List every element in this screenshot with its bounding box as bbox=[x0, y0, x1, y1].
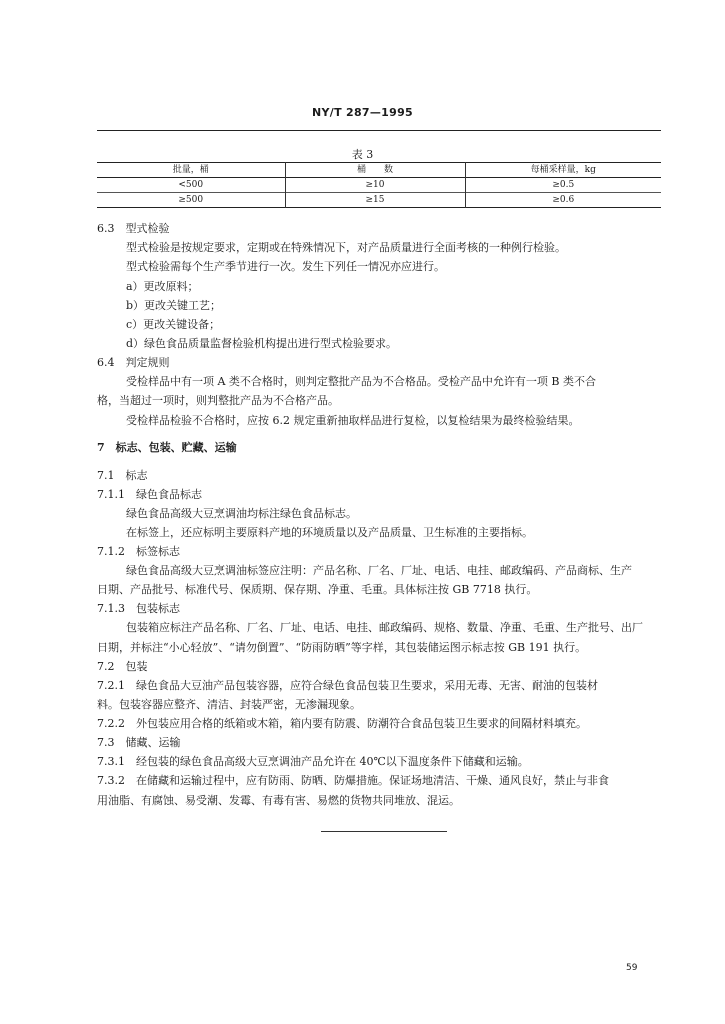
table-header-row bbox=[97, 163, 661, 178]
paragraph-line: 受检样品中有一项 A 类不合格时，则判定整批产品为不合格品。受检产品中允许有一项 B 类不合 bbox=[126, 375, 597, 388]
paragraph-line: 用油脂、有腐蚀、易受潮、发霉、有毒有害、易燃的货物共同堆放、混运。 bbox=[97, 794, 460, 807]
paragraph-line: 7.3.1 经包装的绿色食品高级大豆烹调油产品允许在 40℃以下温度条件下储藏和运输。 bbox=[97, 755, 529, 768]
list-item: d）绿色食品质量监督检验机构提出进行型式检验要求。 bbox=[126, 337, 398, 350]
col-header-barrels: 桶 数 bbox=[285, 163, 465, 178]
paragraph-line: 型式检验需每个生产季节进行一次。发生下列任一情况亦应进行。 bbox=[126, 260, 445, 273]
end-of-text-rule bbox=[321, 831, 447, 832]
table-cell: ≥500 bbox=[97, 193, 285, 208]
col-header-batch: 批量，桶 bbox=[97, 163, 285, 178]
table-caption: 表 3 bbox=[351, 148, 374, 161]
table-cell: ≥0.5 bbox=[552, 180, 575, 190]
header-rule bbox=[97, 130, 661, 131]
paragraph-line: 受检样品检验不合格时，应按 6.2 规定重新抽取样品进行复检，以复检结果为最终检验结果。 bbox=[126, 414, 580, 427]
paragraph-line: 绿色食品高级大豆烹调油均标注绿色食品标志。 bbox=[126, 507, 357, 520]
section-heading-6-3: 6.3 型式检验 bbox=[97, 222, 170, 235]
col-header-sample-amount: 每桶采样量，kg bbox=[530, 165, 596, 175]
paragraph-line: 型式检验是按规定要求，定期或在特殊情况下，对产品质量进行全面考核的一种例行检验。 bbox=[126, 241, 566, 254]
list-item: c）更改关键设备； bbox=[126, 318, 221, 331]
paragraph-line: 日期，并标注“小心轻放”、“请勿倒置”、“防雨防晒”等字样，其包装储运图示标志按 GB 191 执行。 bbox=[97, 641, 587, 654]
paragraph-line: 在标签上，还应标明主要原料产地的环境质量以及产品质量、卫生标准的主要指标。 bbox=[126, 526, 533, 539]
section-heading-6-4: 6.4 判定规则 bbox=[97, 356, 170, 369]
section-heading-7-1-2: 7.1.2 标签标志 bbox=[97, 545, 180, 558]
list-item: a）更改原料； bbox=[126, 280, 199, 293]
paragraph-line: 7.2.1 绿色食品大豆油产品包装容器，应符合绿色食品包装卫生要求，采用无毒、无害、耐油的包装材 bbox=[97, 679, 598, 692]
paragraph-line: 7.2.2 外包装应用合格的纸箱或木箱，箱内要有防震、防潮符合食品包装卫生要求的间隔材料填充。 bbox=[97, 717, 587, 730]
table-cell: ≥10 bbox=[285, 178, 465, 193]
paragraph-line: 绿色食品高级大豆烹调油标签应注明：产品名称、厂名、厂址、电话、电挂、邮政编码、产品商标、生产 bbox=[126, 564, 632, 577]
table-cell: ≥15 bbox=[285, 193, 465, 208]
section-heading-7-2: 7.2 包装 bbox=[97, 660, 148, 673]
paragraph-line: 格，当超过一项时，则判整批产品为不合格产品。 bbox=[97, 394, 339, 407]
section-heading-7-1: 7.1 标志 bbox=[97, 469, 148, 482]
paragraph-line: 包装箱应标注产品名称、厂名、厂址、电话、电挂、邮政编码、规格、数量、净重、毛重、生产批号、出厂 bbox=[126, 621, 643, 634]
table-row bbox=[97, 193, 661, 208]
section-heading-7-1-1: 7.1.1 绿色食品标志 bbox=[97, 488, 202, 501]
section-heading-7: 7 标志、包装、贮藏、运输 bbox=[97, 441, 237, 454]
section-heading-7-3: 7.3 储藏、运输 bbox=[97, 736, 181, 749]
paragraph-line: 7.3.2 在储藏和运输过程中，应有防雨、防晒、防爆措施。保证场地清洁、干燥、通风良好，禁止与非食 bbox=[97, 774, 609, 787]
table-cell: ≥0.6 bbox=[552, 195, 575, 205]
page-number: 59 bbox=[626, 963, 638, 973]
table-row bbox=[97, 178, 661, 193]
paragraph-line: 日期、产品批号、标准代号、保质期、保存期、净重、毛重。具体标注按 GB 7718 执行。 bbox=[97, 583, 538, 596]
table-cell: <500 bbox=[97, 178, 285, 193]
paragraph-line: 料。包装容器应整齐、清洁、封装严密，无渗漏现象。 bbox=[97, 698, 361, 711]
section-heading-7-1-3: 7.1.3 包装标志 bbox=[97, 602, 180, 615]
standard-number-header: NY/T 287—1995 bbox=[312, 106, 413, 119]
sampling-table bbox=[97, 162, 661, 208]
list-item: b）更改关键工艺； bbox=[126, 299, 222, 312]
